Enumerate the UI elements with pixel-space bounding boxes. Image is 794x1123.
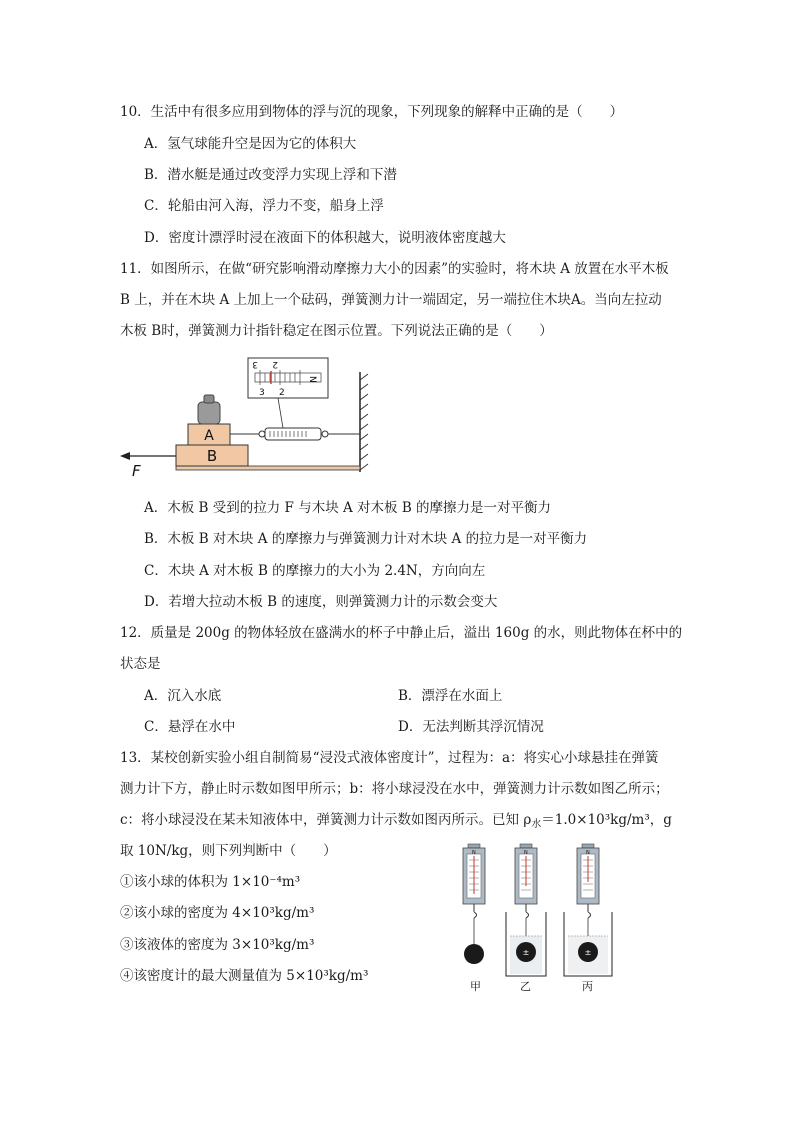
svg-text:±: ± (522, 948, 530, 957)
ball-jia (464, 944, 484, 964)
q11-option-c: C．木块 A 对木板 B 的摩擦力的大小为 2.4N，方向向左 (144, 563, 486, 579)
q12-stem-line1: 12．质量是 200g 的物体轻放在盛满水的杯子中静止后，溢出 160g 的水，则此物体在杯中的 (120, 625, 683, 641)
q13-density-figure (448, 840, 628, 995)
svg-text:N: N (524, 850, 528, 856)
q12-option-a: A．沉入水底 (144, 688, 222, 704)
q13-stem-line3: c：将小球浸没在某未知液体中，弹簧测力计示数如图丙所示。已知 $\rho_水=1.0\times 10^3kg/m^3$，g (120, 812, 672, 830)
block-a-label: A (204, 428, 214, 444)
q12-option-d: D．无法判断其浮沉情况 (398, 719, 544, 735)
q10-option-a: A．氢气球能升空是因为它的体积大 (144, 136, 357, 152)
force-label: F (132, 462, 141, 480)
floor (176, 466, 360, 470)
q11-stem-line3: 木板 B时，弹簧测力计指针稳定在图示位置。下列说法正确的是（ ） (120, 323, 553, 339)
q13-stem-line4: 取 10N/kg，则下列判断中（ ） (120, 843, 337, 859)
wall-hatching (360, 374, 368, 470)
label-bing: 丙 (582, 980, 593, 993)
svg-text:2: 2 (279, 388, 285, 398)
q12-option-b: B．漂浮在水面上 (398, 688, 503, 704)
scale-bing (564, 844, 612, 976)
svg-text:3: 3 (252, 359, 258, 369)
svg-text:N: N (472, 850, 476, 856)
q10-option-c: C．轮船由河入海，浮力不变，船身上浮 (144, 198, 384, 214)
q13-statement-3: ③该液体的密度为 3×10³kg/m³ (120, 937, 315, 953)
q11-stem-line1: 11．如图所示，在做“研究影响滑动摩擦力大小的因素”的实验时，将木块 A 放置在水平木板 (120, 261, 669, 277)
q13-statement-4: ④该密度计的最大测量值为 5×10³kg/m³ (120, 968, 369, 984)
scale-jia (463, 844, 485, 964)
spring-scale (265, 428, 321, 440)
svg-text:2: 2 (272, 359, 278, 369)
q13-statement-1: ①该小球的体积为 1×10⁻⁴m³ (120, 874, 301, 890)
label-jia: 甲 (470, 980, 481, 993)
q12-option-c: C．悬浮在水中 (144, 719, 236, 735)
scale-yi (506, 844, 546, 976)
q13-stem-line1: 13．某校创新实验小组自制简易“浸没式液体密度计”，过程为：a：将实心小球悬挂在弹簧 (120, 750, 659, 766)
q12-stem-line2: 状态是 (120, 656, 161, 672)
q10-option-b: B．潜水艇是通过改变浮力实现上浮和下潜 (144, 167, 397, 183)
svg-text:3: 3 (259, 388, 265, 398)
q10-stem: 10．生活中有很多应用到物体的浮与沉的现象，下列现象的解释中正确的是（ ） (120, 104, 624, 120)
svg-text:N: N (586, 850, 590, 856)
label-yi: 乙 (520, 980, 531, 993)
q11-option-d: D．若增大拉动木板 B 的速度，则弹簧测力计的示数会变大 (144, 594, 498, 610)
q13-stem-line2: 测力计下方，静止时示数如图甲所示；b：将小球浸没在水中，弹簧测力计示数如图乙所示； (120, 781, 669, 797)
q11-option-b: B．木板 B 对木块 A 的摩擦力与弹簧测力计对木块 A 的拉力是一对平衡力 (144, 531, 588, 547)
q11-friction-figure (118, 350, 378, 480)
q11-stem-line2: B 上，并在木块 A 上加上一个砝码，弹簧测力计一端固定，另一端拉住木块A。当向左拉动 (120, 292, 662, 308)
svg-text:±: ± (584, 948, 592, 957)
board-b-label: B (206, 447, 218, 465)
q13-statement-2: ②该小球的密度为 4×10³kg/m³ (120, 905, 315, 921)
weight (198, 402, 220, 424)
q10-option-d: D．密度计漂浮时浸在液面下的体积越大，说明液体密度越大 (144, 230, 506, 246)
svg-text:N: N (307, 376, 317, 383)
q11-option-a: A．木板 B 受到的拉力 F 与木块 A 对木板 B 的摩擦力是一对平衡力 (144, 500, 552, 516)
